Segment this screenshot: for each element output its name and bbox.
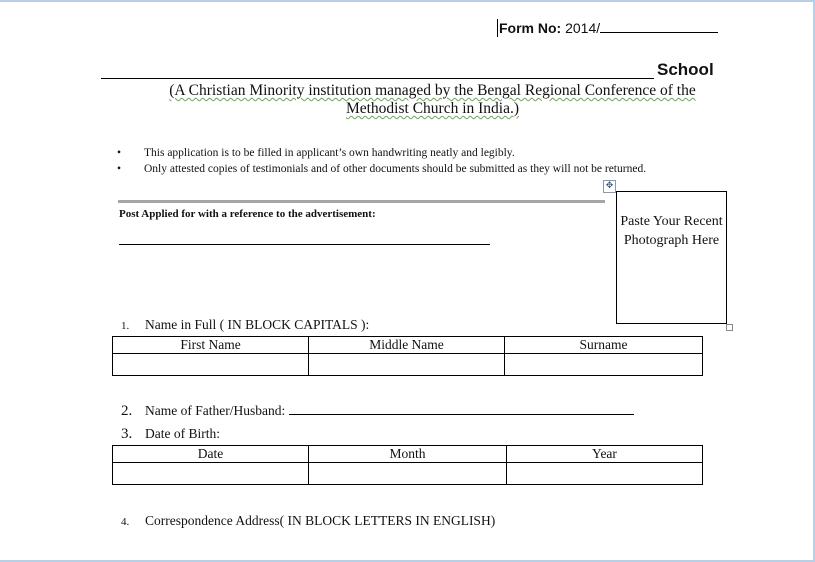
- date-cell[interactable]: [113, 463, 309, 485]
- column-header-year: Year: [507, 446, 703, 463]
- column-header-month: Month: [309, 446, 507, 463]
- section-divider: [118, 200, 605, 203]
- question-number: 2.: [121, 403, 133, 419]
- form-number-blank[interactable]: [600, 19, 718, 33]
- instruction-item: [117, 146, 697, 161]
- surname-cell[interactable]: [505, 354, 703, 376]
- question-father-husband: [121, 402, 634, 420]
- question-label: Name of Father/Husband:: [145, 403, 286, 418]
- question-label: Correspondence Address( IN BLOCK LETTERS IN ENGLISH): [145, 513, 496, 528]
- subtitle-line-1: (A Christian Minority institution managed by the Bengal Regional Conference of the: [169, 82, 696, 99]
- first-name-cell[interactable]: [113, 354, 309, 376]
- question-name-full: [121, 317, 369, 333]
- bullet-icon: •: [117, 163, 122, 175]
- middle-name-cell[interactable]: [309, 354, 505, 376]
- question-label: Name in Full ( IN BLOCK CAPITALS ):: [145, 317, 370, 332]
- window-top-border: [0, 0, 815, 2]
- question-date-of-birth: [121, 426, 220, 443]
- subtitle-line-2: Methodist Church in India.): [345, 100, 520, 117]
- instruction-item: [117, 162, 697, 177]
- move-icon[interactable]: ✥: [603, 180, 616, 193]
- bullet-icon: •: [117, 147, 122, 159]
- column-header-first-name: First Name: [113, 337, 309, 354]
- father-husband-blank[interactable]: [289, 402, 634, 415]
- form-number-value: 2014/: [565, 20, 601, 36]
- school-name-blank[interactable]: [101, 78, 654, 79]
- post-applied-blank[interactable]: [119, 244, 490, 245]
- post-applied-label: Post Applied for with a reference to the advertisement:: [119, 208, 376, 220]
- instruction-text: Only attested copies of testimonials and of other documents should be submitted as they will not be returned.: [144, 163, 647, 175]
- month-cell[interactable]: [309, 463, 507, 485]
- year-cell[interactable]: [507, 463, 703, 485]
- instruction-text: This application is to be filled in applicant’s own handwriting neatly and legibly.: [144, 147, 515, 159]
- photo-box-text: Paste Your Recent Photograph Here: [620, 214, 723, 248]
- column-header-middle-name: Middle Name: [309, 337, 505, 354]
- form-number: [499, 19, 718, 36]
- resize-icon[interactable]: [726, 324, 733, 331]
- dob-table: [112, 445, 703, 485]
- question-label: Date of Birth:: [145, 426, 220, 441]
- subtitle: [145, 82, 720, 118]
- name-table: [112, 336, 703, 376]
- instructions-list: [117, 146, 697, 178]
- column-header-date: Date: [113, 446, 309, 463]
- form-number-label: Form No:: [499, 20, 562, 36]
- question-correspondence-address: [121, 513, 495, 529]
- question-number: 4.: [121, 516, 130, 528]
- photo-box: [616, 191, 727, 324]
- column-header-surname: Surname: [505, 337, 703, 354]
- text-cursor: [497, 19, 498, 37]
- school-label: School: [657, 60, 714, 79]
- question-number: 3.: [121, 426, 133, 442]
- question-number: 1.: [121, 320, 130, 332]
